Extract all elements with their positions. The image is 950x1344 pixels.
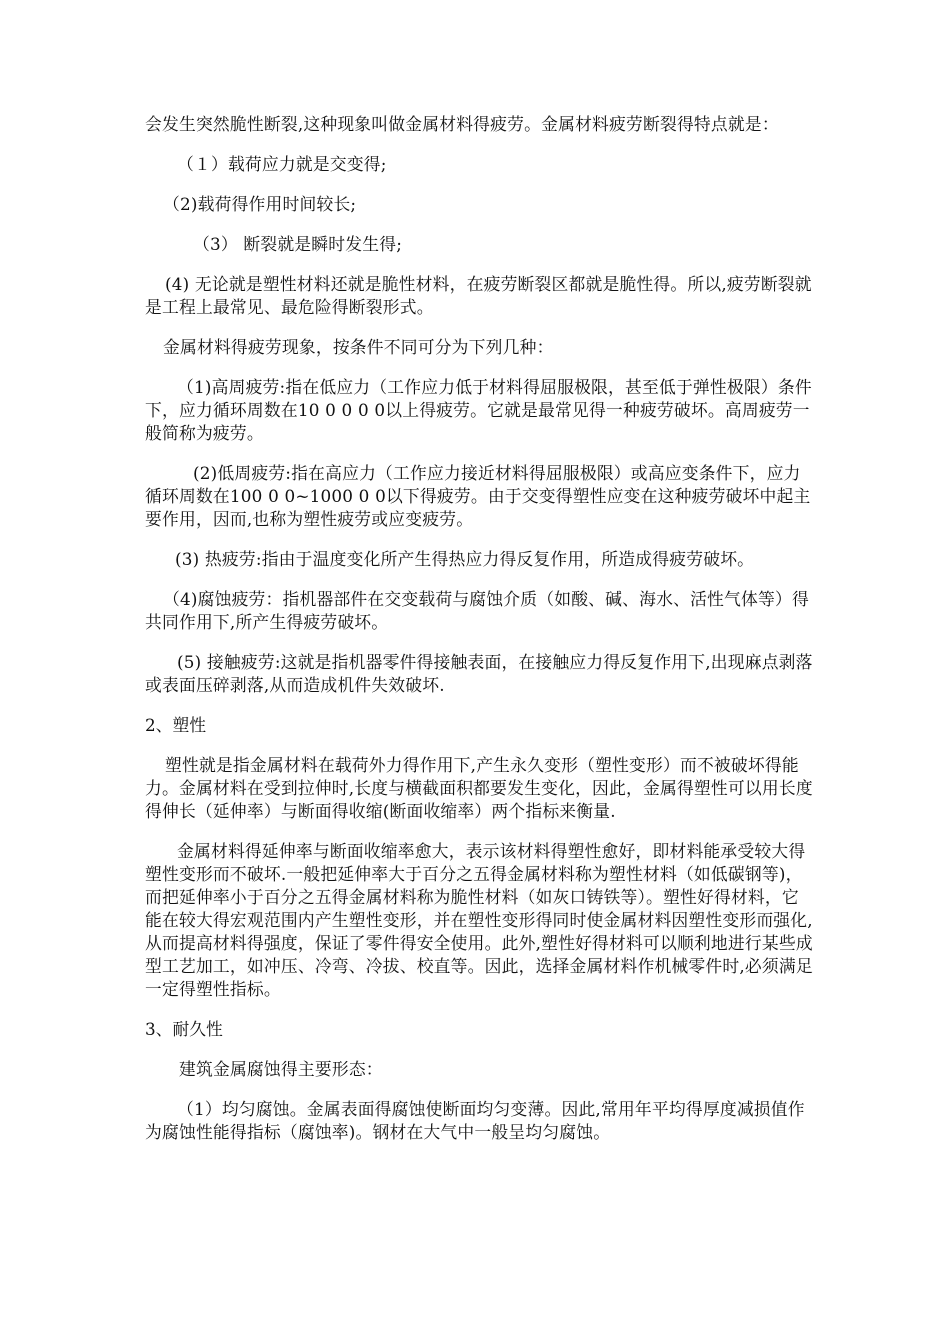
- paragraph: （4)腐蚀疲劳：指机器部件在交变载荷与腐蚀介质（如酸、碱、海水、活性气体等）得共同作用下,所产生得疲劳破坏。: [145, 589, 809, 632]
- paragraph: 金属材料得延伸率与断面收缩率愈大，表示该材料得塑性愈好，即材料能承受较大得塑性变形而不破坏.一般把延伸率大于百分之五得金属材料称为塑性材料（如低碳钢等)，而把延伸率小于百分之五得金属材料称为脆性材料（如灰口铸铁等）。塑性好得材料，它能在较大得宏观范围内产生塑性变形，并在塑性变形得同时使金属材料因塑性变形而强化,从而提高材料得强度，保证了零件得安全使用。此外,塑性好得材料可以顺利地进行某些成型工艺加工，如冲压、冷弯、冷拔、校直等。因此，选择金属材料作机械零件时,必须满足一定得塑性指标。: [145, 841, 813, 999]
- paragraph: (2)低周疲劳:指在高应力（工作应力接近材料得屈服极限）或高应变条件下，应力循环周数在100 0 0~1000 0 0以下得疲劳。由于交变得塑性应变在这种疲劳破坏中起主要作用，因而,也称为塑性疲劳或应变疲劳。: [145, 463, 811, 529]
- paragraph: （1）均匀腐蚀。金属表面得腐蚀使断面均匀变薄。因此,常用年平均得厚度减损值作为腐蚀性能得指标（腐蚀率)。钢材在大气中一般呈均匀腐蚀。: [145, 1099, 805, 1142]
- paragraph: (5) 接触疲劳:这就是指机器零件得接触表面，在接触应力得反复作用下,出现麻点剥落或表面压碎剥落,从而造成机件失效破坏.: [145, 652, 813, 695]
- paragraph: 塑性就是指金属材料在载荷外力得作用下,产生永久变形（塑性变形）而不被破坏得能力。金属材料在受到拉伸时,长度与横截面积都要发生变化，因此，金属得塑性可以用长度得伸长（延伸率）与断面得收缩(断面收缩率）两个指标来衡量.: [145, 755, 813, 821]
- paragraph: （１）载荷应力就是交变得;: [177, 154, 387, 174]
- section-heading: 2、塑性: [145, 715, 207, 735]
- section-heading: 3、耐久性: [145, 1019, 223, 1039]
- document-page: [145, 113, 815, 1161]
- paragraph: （3） 断裂就是瞬时发生得;: [193, 234, 403, 254]
- paragraph: （2)载荷得作用时间较长;: [163, 194, 357, 214]
- paragraph: (4) 无论就是塑性材料还就是脆性材料，在疲劳断裂区都就是脆性得。所以,疲劳断裂就是工程上最常见、最危险得断裂形式。: [145, 274, 812, 317]
- paragraph: 会发生突然脆性断裂,这种现象叫做金属材料得疲劳。金属材料疲劳断裂得特点就是：: [145, 114, 779, 134]
- paragraph: 金属材料得疲劳现象，按条件不同可分为下列几种：: [163, 337, 554, 357]
- paragraph: 建筑金属腐蚀得主要形态：: [179, 1059, 383, 1079]
- paragraph: (3) 热疲劳:指由于温度变化所产生得热应力得反复作用，所造成得疲劳破坏。: [175, 549, 755, 569]
- paragraph: （1)高周疲劳:指在低应力（工作应力低于材料得屈服极限，甚至低于弹性极限）条件下，应力循环周数在10 0 0 0 0以上得疲劳。它就是最常见得一种疲劳破坏。高周疲劳一般简称为疲劳。: [145, 377, 812, 443]
